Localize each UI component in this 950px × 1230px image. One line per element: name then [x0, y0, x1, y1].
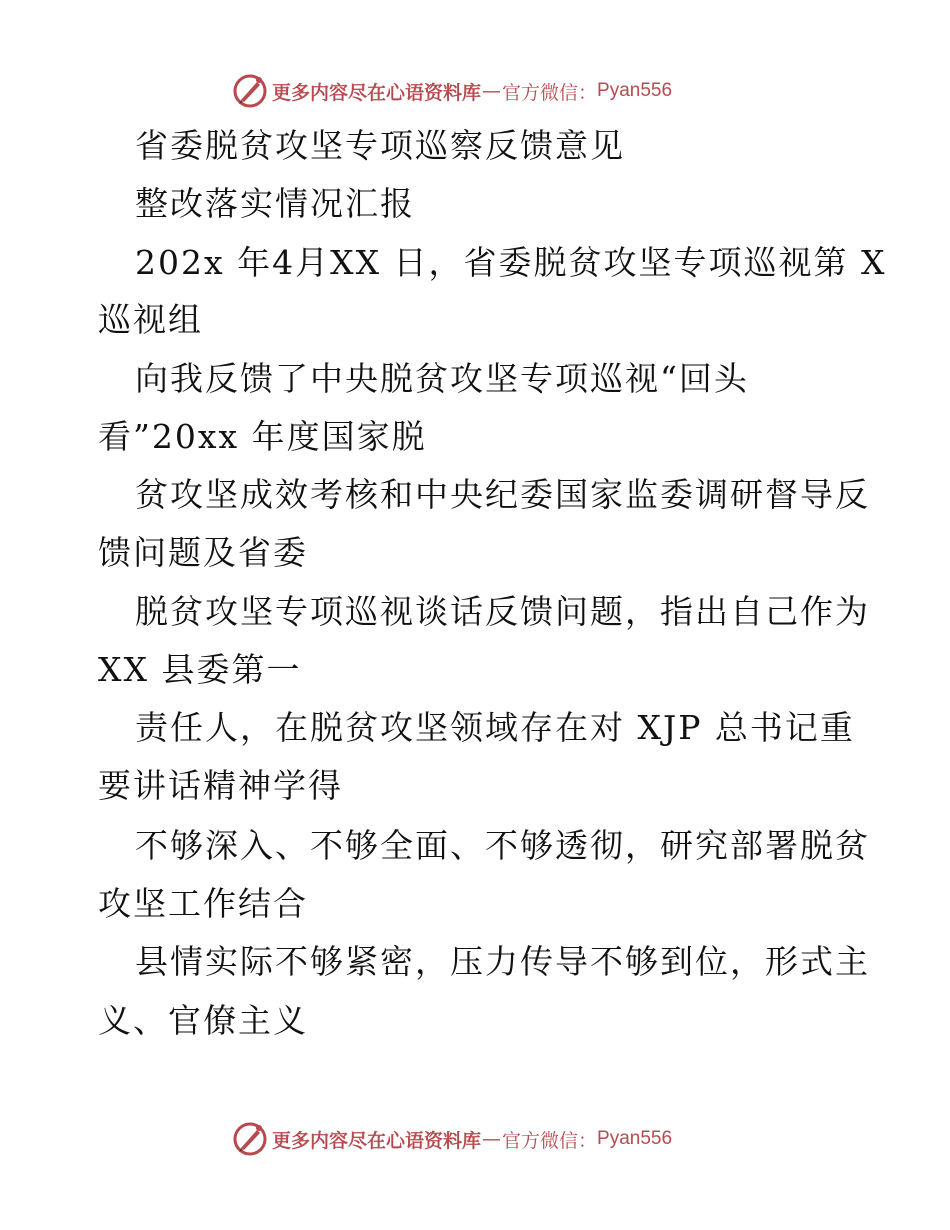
doc-title-line-1: 省委脱贫攻坚专项巡察反馈意见	[135, 126, 625, 165]
doc-title-line-2: 整改落实情况汇报	[135, 184, 415, 223]
footer-watermark	[232, 1119, 672, 1159]
doc-text-line: 义、官僚主义	[98, 1001, 308, 1040]
watermark-wechat-label: 官方微信：	[502, 81, 598, 104]
watermark-wechat-handle: Pyan556	[597, 1128, 673, 1149]
doc-text-line: 巡视组	[98, 300, 203, 339]
doc-text-line: 馈问题及省委	[98, 533, 308, 572]
doc-text-line: 看”20xx 年度国家脱	[98, 417, 427, 456]
quill-pen-logo-icon	[232, 1121, 268, 1157]
doc-text-line: 不够深入、不够全面、不够透彻，研究部署脱贫	[135, 826, 870, 865]
doc-text-line: XX 县委第一	[98, 650, 302, 689]
quill-pen-logo-icon	[232, 73, 268, 109]
watermark-wechat-handle: Pyan556	[597, 80, 673, 101]
doc-text-line: 向我反馈了中央脱贫攻坚专项巡视“回头	[135, 359, 749, 398]
doc-text-line: 脱贫攻坚专项巡视谈话反馈问题，指出自己作为	[135, 592, 870, 631]
doc-text-line: 要讲话精神学得	[98, 766, 343, 805]
watermark-dash: —	[482, 80, 502, 102]
watermark-title: 更多内容尽在心语资料库	[272, 1129, 482, 1152]
doc-text-line: 202x 年4月XX 日，省委脱贫攻坚专项巡视第 X	[135, 243, 887, 282]
header-watermark	[232, 71, 672, 111]
doc-text-line: 攻坚工作结合	[98, 884, 308, 923]
doc-text-line: 县情实际不够紧密，压力传导不够到位，形式主	[135, 942, 870, 981]
watermark-dash: —	[482, 1128, 502, 1150]
watermark-title: 更多内容尽在心语资料库	[272, 81, 482, 104]
watermark-wechat-label: 官方微信：	[502, 1129, 598, 1152]
doc-text-line: 贫攻坚成效考核和中央纪委国家监委调研督导反	[135, 475, 870, 514]
doc-text-line: 责任人，在脱贫攻坚领域存在对 XJP 总书记重	[135, 708, 855, 747]
